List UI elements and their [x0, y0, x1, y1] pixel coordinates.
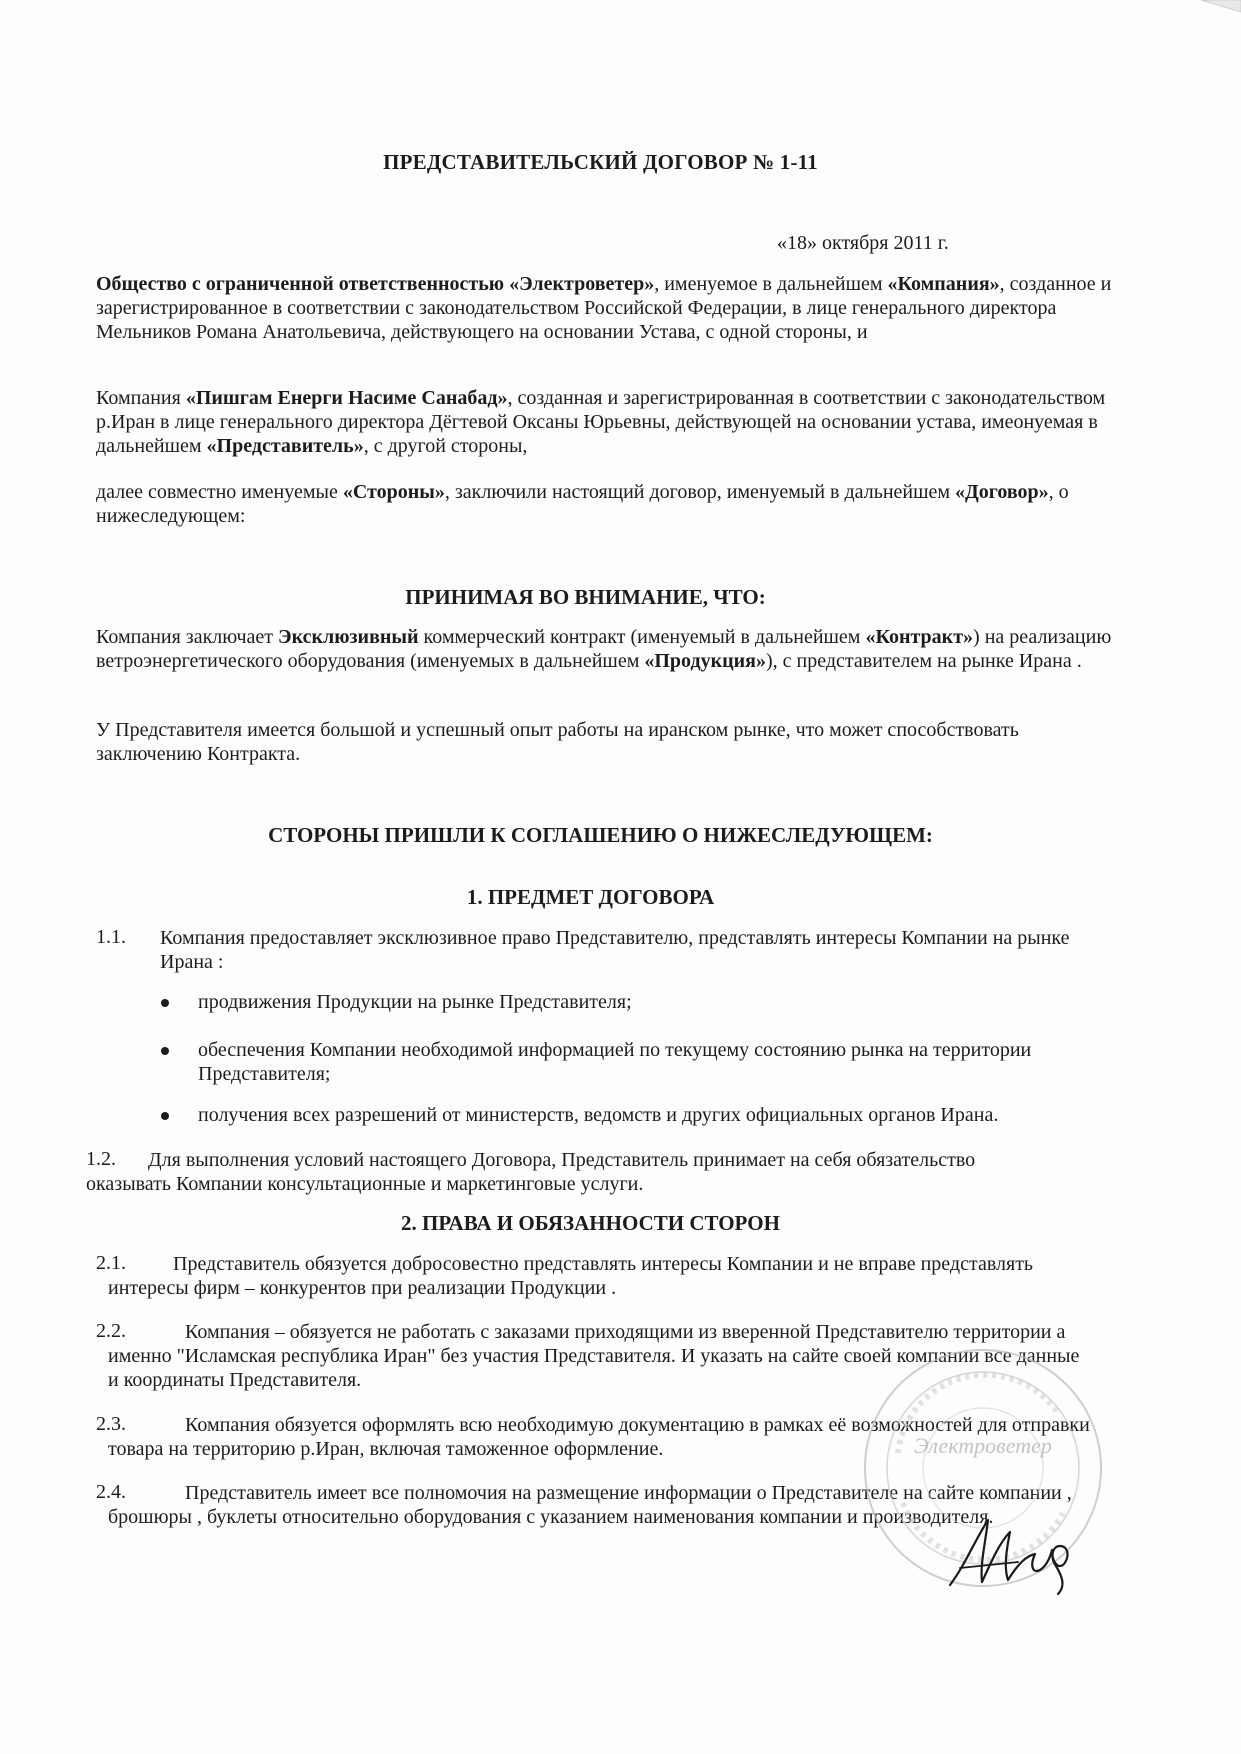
clause-2-3-text: Компания обязуется оформлять всю необходимую документацию в рамках её возможностей для отправки товара на территорию р.Иран, включая таможенное оформление. [108, 1414, 1090, 1460]
scan-corner-fold [1181, 0, 1241, 18]
clause-1-1-bullet-1: продвижения Продукции на рынке Представителя; [198, 991, 632, 1013]
section-2-heading: 2. ПРАВА И ОБЯЗАННОСТИ СТОРОН [401, 1211, 780, 1235]
clause-1-1-bullet-3: получения всех разрешений от министерств, ведомств и других официальных органов Ирана. [198, 1104, 999, 1126]
clause-2-3-number: 2.3. [96, 1413, 126, 1435]
clause-2-1-text: Представитель обязуется добросовестно представлять интересы Компании и не вправе представлять интересы фирм – конкурентов при реализации Продукции . [108, 1253, 1034, 1299]
bullet-icon [161, 999, 169, 1007]
considering-heading: ПРИНИМАЯ ВО ВНИМАНИЕ, ЧТО: [405, 585, 766, 609]
clause-2-4-number: 2.4. [96, 1481, 126, 1503]
clause-2-2-number: 2.2. [96, 1320, 126, 1342]
clause-1-1-number: 1.1. [96, 926, 126, 948]
document-date: «18» октября 2011 г. [777, 232, 949, 254]
svg-text:Электроветер: Электроветер [914, 1433, 1052, 1458]
clause-1-2-text: Для выполнения условий настоящего Договора, Представитель принимает на себя обязательство оказывать Компании консультационные и маркетинговые услуги. [86, 1149, 976, 1195]
clause-2-2-text: Компания – обязуется не работать с заказами приходящими из вверенной Представителю территории а именно "Исламская республика Иран" без участия Представителя. И указать на сайте своей компании все данные и координаты Представителя. [108, 1321, 1080, 1391]
section-1-heading: 1. ПРЕДМЕТ ДОГОВОРА [466, 885, 715, 909]
preamble-paragraph-company: Общество с ограниченной ответственностью «Электроветер», именуемое в дальнейшем «Компания», созданное и зарегистрированное в соответствии с законодательством Российской Федерации, в лице генерального директора Мельников Романа Анатольевича, действующего на основании Устава, с одной стороны, и [96, 273, 1112, 343]
clause-2-4-text: Представитель имеет все полномочия на размещение информации о Представителе на сайте компании , брошюры , буклеты относительно оборудования с указанием наименования компании и производителя. [108, 1482, 1072, 1528]
handwritten-signature [940, 1510, 1080, 1600]
preamble-paragraph-parties: далее совместно именуемые «Стороны», заключили настоящий договор, именуемый в дальнейшем «Договор», о нижеследующем: [96, 481, 1069, 527]
document-title: ПРЕДСТАВИТЕЛЬСКИЙ ДОГОВОР № 1-11 [383, 150, 818, 174]
clause-2-1-number: 2.1. [96, 1252, 126, 1274]
clause-1-1-text: Компания предоставляет эксклюзивное право Представителю, представлять интересы Компании на рынке Ирана : [160, 927, 1070, 973]
considering-paragraph-experience: У Представителя имеется большой и успешный опыт работы на иранском рынке, что может способствовать заключению Контракта. [96, 719, 1019, 765]
clause-1-1-bullet-2: обеспечения Компании необходимой информацией по текущему состоянию рынка на территории Представителя; [198, 1039, 1032, 1085]
bullet-icon [161, 1112, 169, 1120]
bullet-icon [161, 1047, 169, 1055]
considering-paragraph-contract: Компания заключает Эксклюзивный коммерческий контракт (именуемый в дальнейшем «Контракт») на реализацию ветроэнергетического оборудования (именуемых в дальнейшем «Продукция»), с представителем на рынке Ирана . [96, 626, 1112, 672]
preamble-paragraph-representative: Компания «Пишгам Енерги Насиме Санабад», созданная и зарегистрированная в соответствии с законодательством р.Иран в лице генерального директора Дёгтевой Оксаны Юрьевны, действующей на основании устава, имеонуемая в дальнейшем «Представитель», с другой стороны, [96, 387, 1106, 457]
agreed-heading: СТОРОНЫ ПРИШЛИ К СОГЛАШЕНИЮ О НИЖЕСЛЕДУЮЩЕМ: [268, 823, 933, 847]
clause-1-2-number: 1.2. [86, 1148, 116, 1170]
